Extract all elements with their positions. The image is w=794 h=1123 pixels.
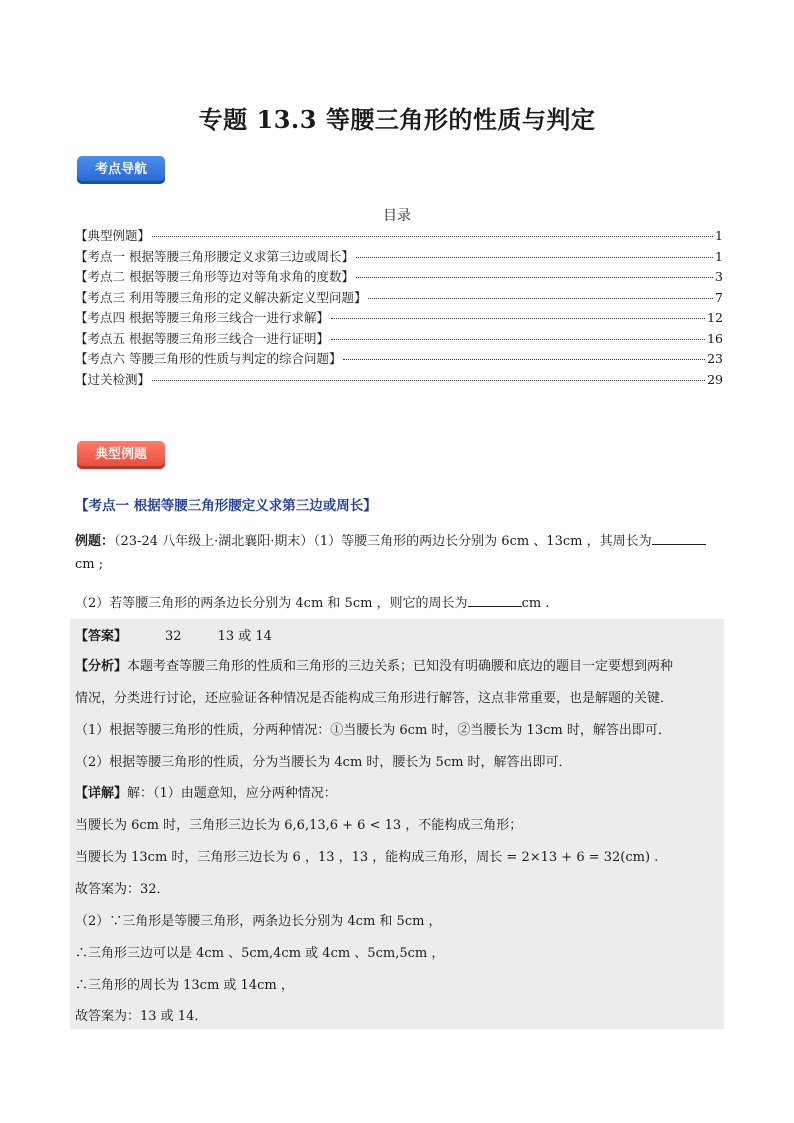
answer-value-2: 13 或 14 (217, 629, 272, 644)
toc-item-label: 【考点五 根据等腰三角形三线合一进行证明】 (75, 330, 329, 346)
toc-leader-dots (368, 298, 713, 299)
toc-item-label: 【考点三 利用等腰三角形的定义解决新定义型问题】 (75, 289, 367, 305)
toc-item-label: 【考点六 等腰三角形的性质与判定的综合问题】 (75, 351, 342, 366)
toc-leader-dots (152, 236, 713, 237)
table-of-contents (75, 226, 723, 390)
analysis-line-2: 情况，分类进行讨论，还应验证各种情况是否能构成三角形进行解答，这点非常重要，也是解题的关键． (75, 691, 674, 706)
toc-item[interactable] (75, 288, 723, 309)
analysis-label: 【分析】 (75, 659, 128, 674)
toc-item[interactable] (75, 349, 723, 370)
toc-item-label: 【考点四 根据等腰三角形三线合一进行求解】 (75, 310, 329, 325)
detail-line-3: 当腰长为 13cm 时，三角形三边长为 6 ，13 ，13 ，能构成三角形，周长 = 2×13 + 6 = 32(cm) . (75, 850, 659, 865)
examples-badge-label: 典型例题 (77, 441, 165, 469)
toc-item-page: 16 (707, 330, 723, 346)
detail-line-5: （2）∵三角形是等腰三角形，两条边长分别为 4cm 和 5cm ， (75, 914, 442, 929)
example-text-2b: cm . (521, 596, 550, 611)
toc-item[interactable] (75, 247, 723, 268)
detail-line-7: ∴三角形的周长为 13cm 或 14cm ， (75, 978, 294, 993)
toc-leader-dots (343, 359, 705, 360)
example-text-1: （23-24 八年级上·湖北襄阳·期末）（1）等腰三角形的两边长分别为 6cm 、13cm ，其周长为 (114, 534, 652, 549)
examples-badge (77, 436, 167, 474)
toc-heading: 目录 (383, 208, 411, 224)
toc-item-label: 【典型例题】 (75, 228, 151, 243)
toc-item-page: 29 (707, 371, 723, 387)
example-label: 例题： (75, 534, 115, 549)
detail-line-2: 当腰长为 6cm 时，三角形三边长为 6,6,13,6 + 6 < 13 ，不能构成三角形； (75, 818, 523, 833)
toc-item[interactable] (75, 308, 723, 329)
analysis-line-1 (75, 655, 673, 674)
detail-line-8: 故答案为：13 或 14． (75, 1009, 208, 1024)
toc-item-page: 23 (707, 351, 723, 366)
toc-item-label: 【考点一 根据等腰三角形腰定义求第三边或周长】 (75, 248, 354, 264)
detail-line-1 (75, 782, 337, 801)
answer-blank-2[interactable] (468, 592, 522, 607)
analysis-line-4: （2）根据等腰三角形的性质，分为当腰长为 4cm 时，腰长为 5cm 时，解答出即可． (75, 755, 572, 770)
answer-line (75, 625, 272, 644)
nav-badge-label: 考点导航 (77, 156, 165, 184)
detail-label: 【详解】 (75, 786, 128, 801)
toc-leader-dots (331, 318, 705, 319)
toc-item[interactable] (75, 267, 723, 288)
answer-value-1: 32 (165, 629, 182, 644)
detail-line-6: ∴三角形三边可以是 4cm 、5cm,4cm 或 4cm 、5cm,5cm ， (75, 946, 445, 961)
analysis-line-3: （1）根据等腰三角形的性质，分两种情况：①当腰长为 6cm 时，②当腰长为 13cm 时，解答出即可． (75, 723, 671, 738)
detail-line-4: 故答案为：32． (75, 882, 170, 897)
toc-leader-dots (152, 380, 705, 381)
toc-item-page: 3 (715, 269, 723, 284)
example-question-2 (75, 592, 549, 611)
toc-item-page: 12 (707, 310, 723, 325)
toc-item-label: 【考点二 根据等腰三角形等边对等角求角的度数】 (75, 269, 354, 284)
analysis-text-1: 本题考查等腰三角形的性质和三角形的三边关系；已知没有明确腰和底边的题目一定要想到两种 (127, 659, 674, 674)
example-question-1-cont: cm ; (75, 557, 104, 572)
toc-item-page: 7 (715, 289, 723, 305)
answer-label: 【答案】 (75, 629, 128, 644)
toc-item[interactable] (75, 329, 723, 350)
toc-leader-dots (331, 339, 705, 340)
example-text-2: （2）若等腰三角形的两条边长分别为 4cm 和 5cm ，则它的周长为 (75, 596, 468, 611)
page-title: 专题 13.3 等腰三角形的性质与判定 (198, 105, 596, 134)
toc-item-page: 1 (715, 228, 723, 243)
example-question-1 (75, 530, 706, 549)
toc-leader-dots (356, 257, 713, 258)
answer-blank-1[interactable] (652, 530, 706, 545)
section-heading: 【考点一 根据等腰三角形腰定义求第三边或周长】 (75, 498, 377, 514)
toc-item[interactable] (75, 370, 723, 391)
detail-text-1: 解：（1）由题意知，应分两种情况： (127, 786, 337, 801)
nav-badge (77, 151, 167, 189)
toc-item-page: 1 (715, 248, 723, 264)
toc-item[interactable] (75, 226, 723, 247)
toc-leader-dots (356, 277, 713, 278)
toc-item-label: 【过关检测】 (75, 371, 151, 387)
